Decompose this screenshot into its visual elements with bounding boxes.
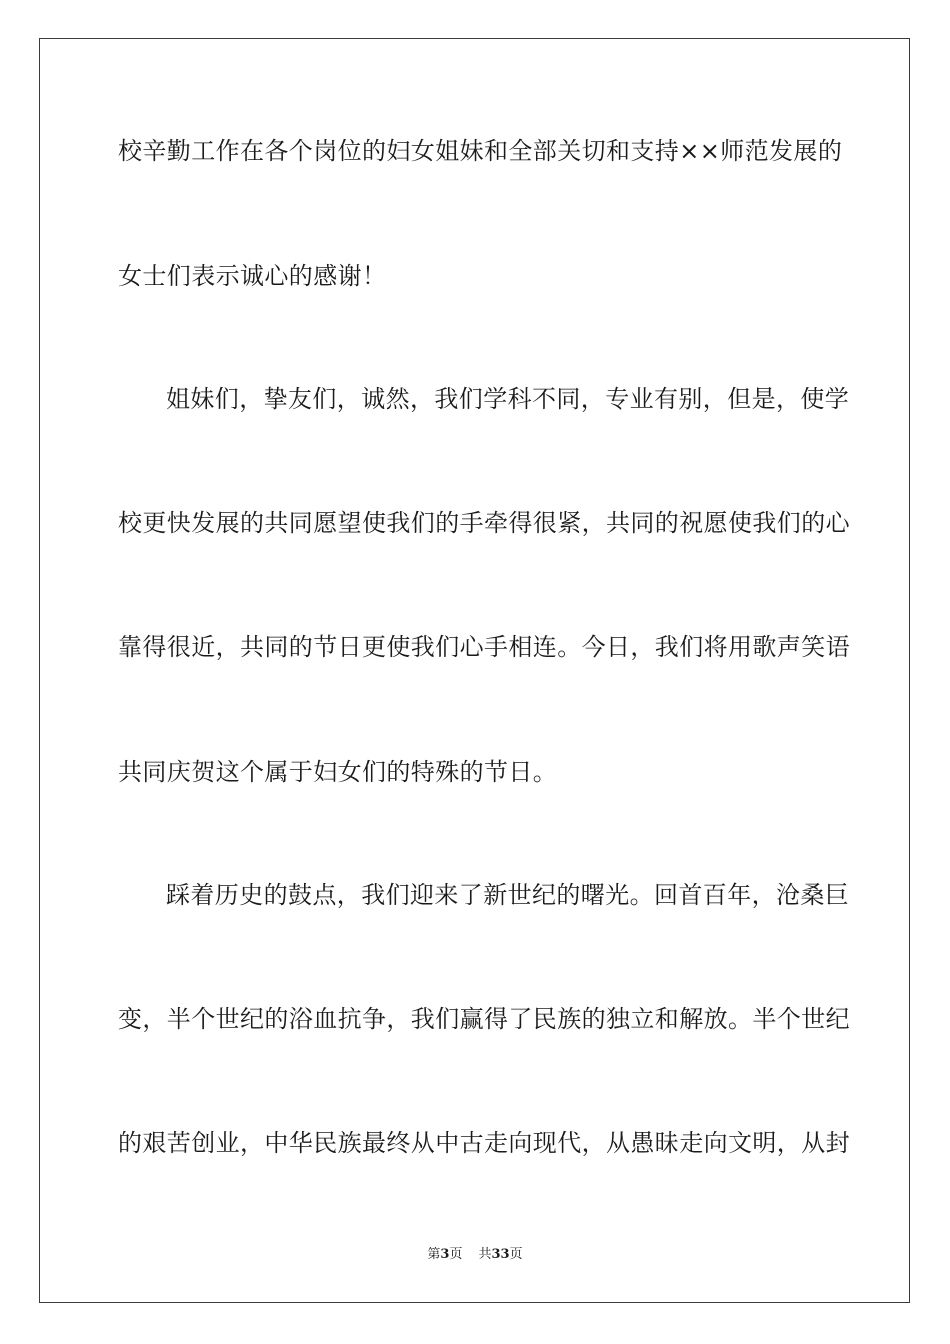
body-text-line: 校更快发展的共同愿望使我们的手牵得很紧，共同的祝愿使我们的心 — [118, 509, 850, 537]
total-prefix: 共 — [478, 1247, 492, 1262]
total-pages: 33 — [491, 1247, 510, 1262]
page-number: 3 — [440, 1247, 450, 1262]
body-text-line: 变，半个世纪的浴血抗争，我们赢得了民族的独立和解放。半个世纪 — [118, 1005, 850, 1033]
paragraph-first-line: 姐妹们，挚友们，诚然，我们学科不同，专业有别，但是，使学 — [166, 385, 850, 413]
body-text-line: 共同庆贺这个属于妇女们的特殊的节日。 — [118, 758, 558, 786]
total-suffix: 页 — [509, 1247, 523, 1262]
body-text-line: 的艰苦创业，中华民族最终从中古走向现代，从愚昧走向文明，从封 — [118, 1129, 850, 1157]
page-prefix: 第 — [427, 1247, 441, 1262]
page-border — [39, 38, 910, 1303]
body-text-line: 女士们表示诚心的感谢！ — [118, 262, 387, 290]
body-text-line: 校辛勤工作在各个岗位的妇女姐妹和全部关切和支持××师范发展的 — [118, 137, 843, 165]
body-text-line: 靠得很近，共同的节日更使我们心手相连。今日，我们将用歌声笑语 — [118, 633, 850, 661]
page-suffix: 页 — [449, 1247, 463, 1262]
paragraph-first-line: 踩着历史的鼓点，我们迎来了新世纪的曙光。回首百年，沧桑巨 — [166, 881, 850, 909]
page-footer — [0, 1246, 950, 1264]
